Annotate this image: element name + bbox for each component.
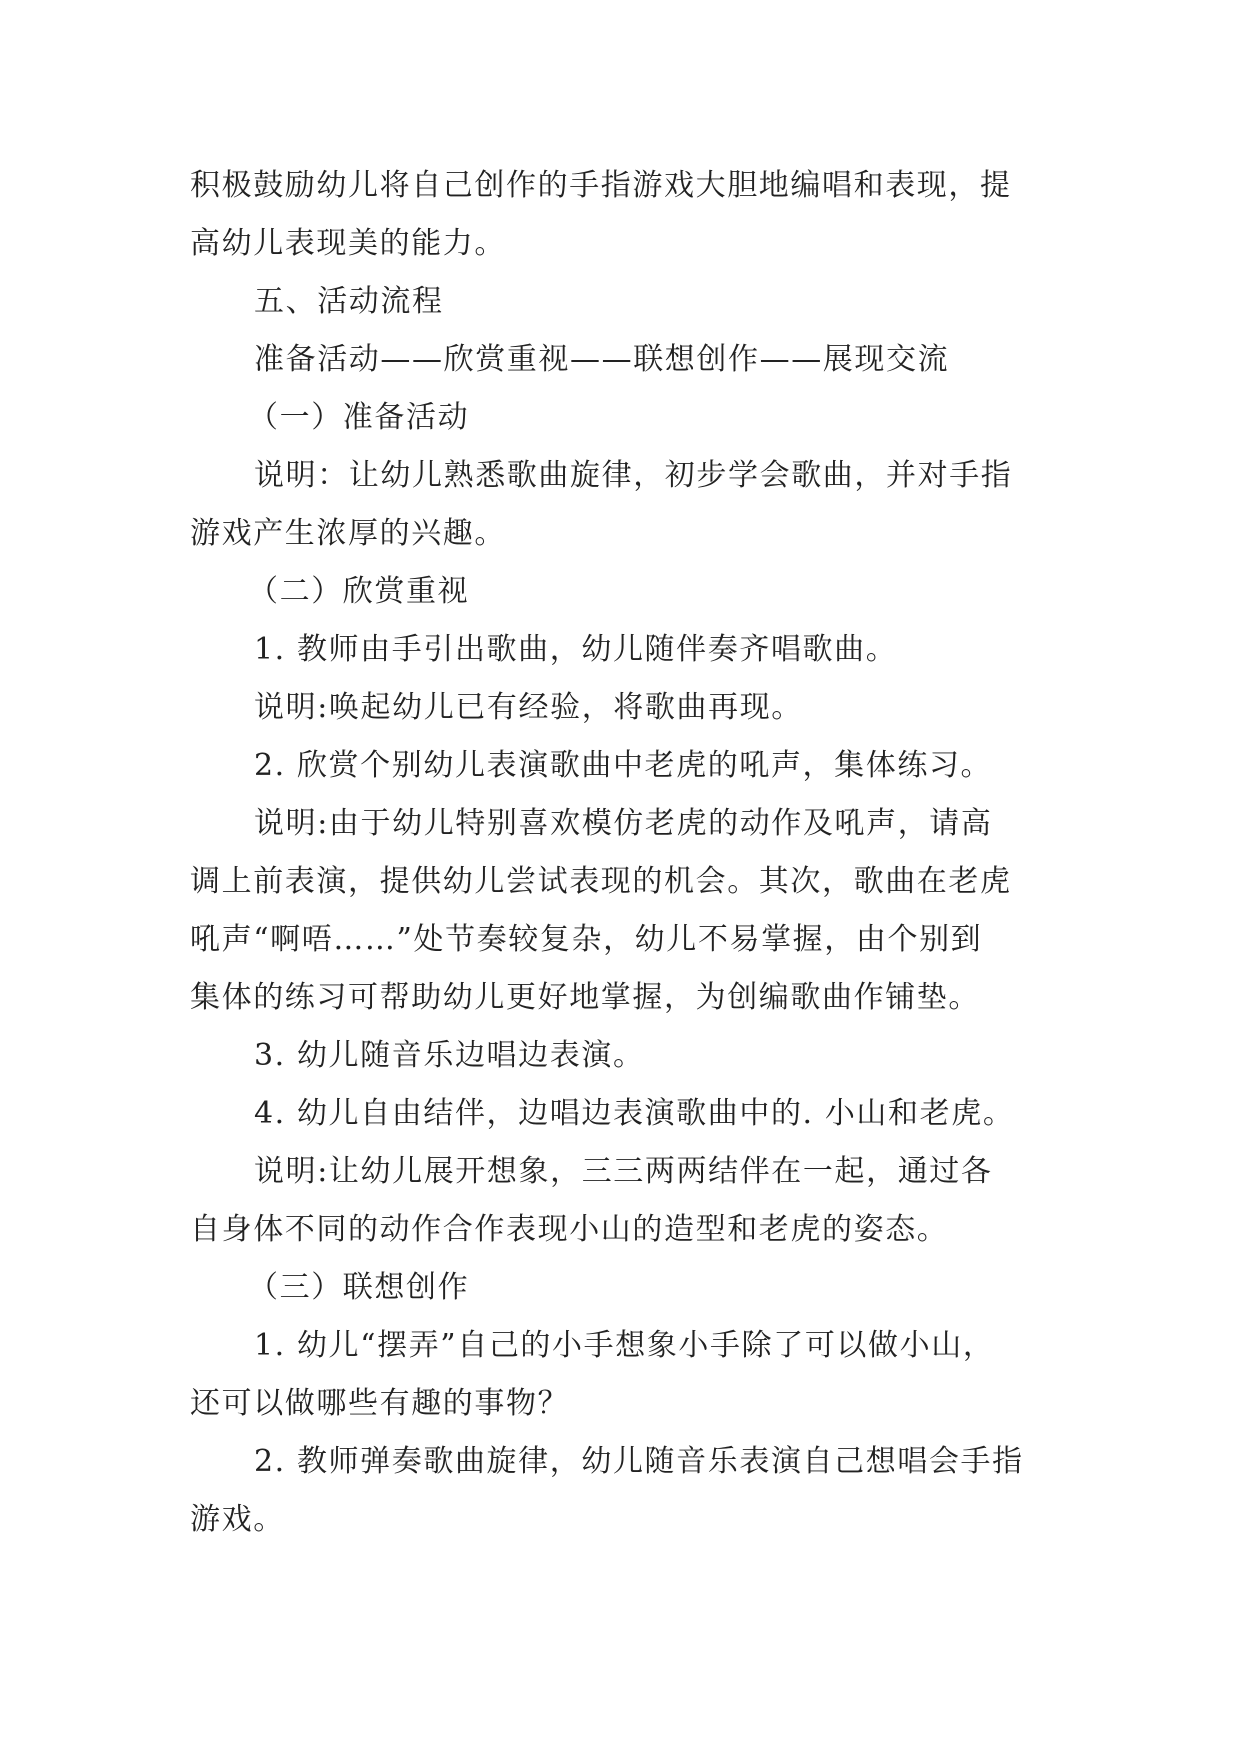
- subsection-heading: （二）欣赏重视: [248, 574, 470, 609]
- paragraph-line: 说明:唤起幼儿已有经验，将歌曲再现。: [254, 690, 803, 725]
- paragraph-line: 吼声“啊唔……”处节奏较复杂，幼儿不易掌握，由个别到: [190, 922, 983, 957]
- list-item: 3. 幼儿随音乐边唱边表演。: [254, 1038, 645, 1073]
- document-body: [190, 157, 1050, 1549]
- flow-summary: 准备活动——欣赏重视——联想创作——展现交流: [254, 342, 950, 377]
- paragraph-line: 说明：让幼儿熟悉歌曲旋律，初步学会歌曲，并对手指: [254, 458, 1013, 493]
- list-item: 2. 欣赏个别幼儿表演歌曲中老虎的吼声，集体练习。: [254, 748, 993, 783]
- section-heading: 五、活动流程: [254, 284, 444, 319]
- paragraph-line: 集体的练习可帮助幼儿更好地掌握，为创编歌曲作铺垫。: [190, 980, 980, 1015]
- paragraph-line: 游戏产生浓厚的兴趣。: [190, 516, 506, 551]
- list-item: 1. 教师由手引出歌曲，幼儿随伴奏齐唱歌曲。: [254, 632, 898, 667]
- list-item: 1. 幼儿“摆弄”自己的小手想象小手除了可以做小山，: [254, 1328, 995, 1363]
- paragraph-line: 说明:让幼儿展开想象，三三两两结伴在一起，通过各: [254, 1154, 993, 1189]
- paragraph-line: 自身体不同的动作合作表现小山的造型和老虎的姿态。: [190, 1212, 949, 1247]
- paragraph-line: 游戏。: [190, 1502, 285, 1537]
- paragraph-line: 说明:由于幼儿特别喜欢模仿老虎的动作及吼声，请高: [254, 806, 993, 841]
- paragraph-line: 调上前表演，提供幼儿尝试表现的机会。其次，歌曲在老虎: [190, 864, 1012, 899]
- subsection-heading: （一）准备活动: [248, 400, 470, 435]
- list-item: 2. 教师弹奏歌曲旋律，幼儿随音乐表演自己想唱会手指: [254, 1444, 1024, 1479]
- paragraph-line: 还可以做哪些有趣的事物？: [190, 1386, 570, 1421]
- list-item: 4. 幼儿自由结伴，边唱边表演歌曲中的. 小山和老虎。: [254, 1096, 1015, 1131]
- paragraph-line: 积极鼓励幼儿将自己创作的手指游戏大胆地编唱和表现，提: [190, 168, 1012, 203]
- subsection-heading: （三）联想创作: [248, 1270, 470, 1305]
- paragraph-line: 高幼儿表现美的能力。: [190, 226, 506, 261]
